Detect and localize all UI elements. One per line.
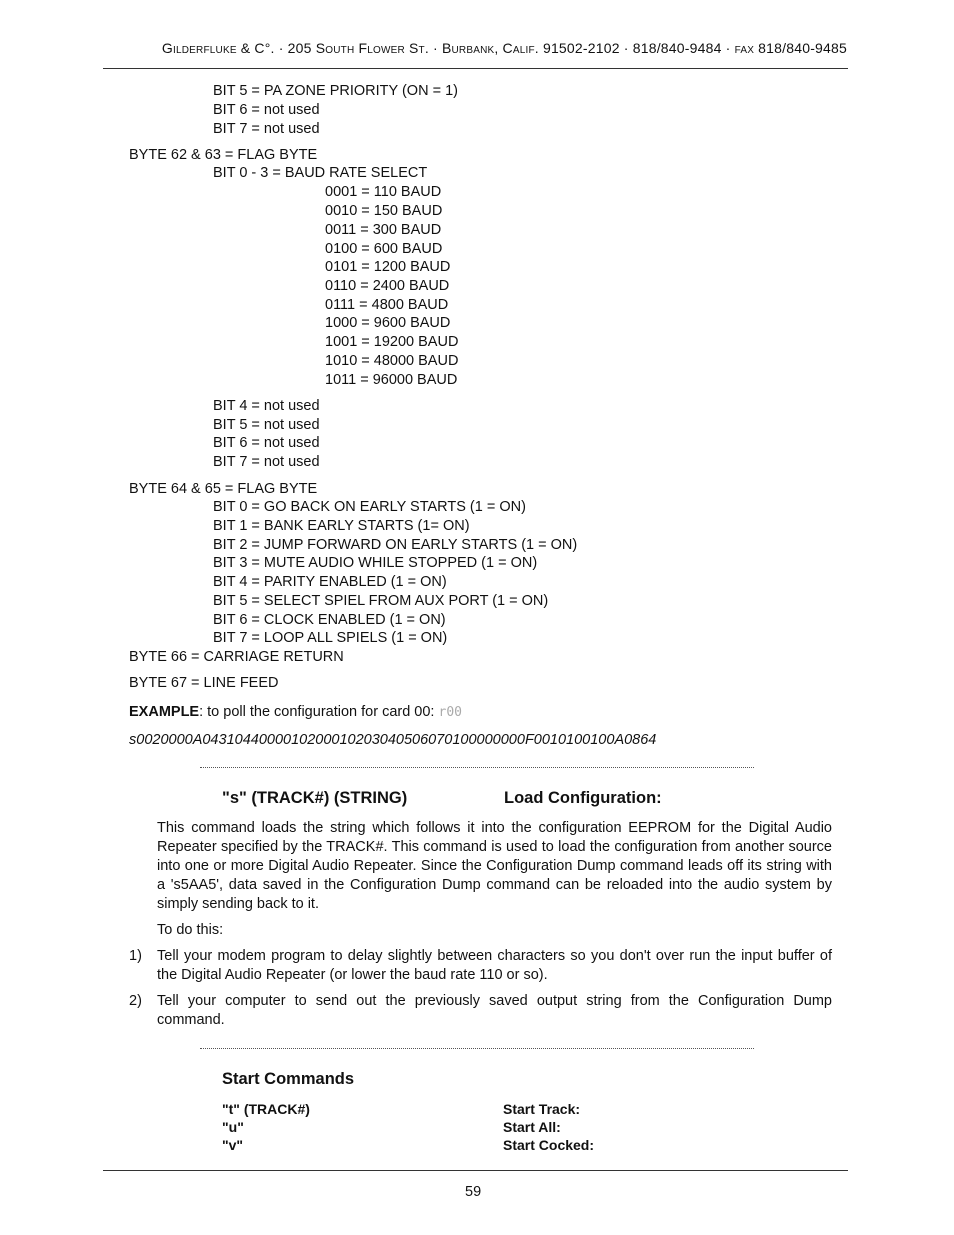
footer-rule — [103, 1170, 848, 1171]
bit-line: BIT 7 = LOOP ALL SPIELS (1 = ON) — [213, 630, 448, 646]
description-paragraph: This command loads the string which follows it into the configuration EEPROM for the Digital Audio Repeater specified by the TRACK#. This command is used to load the configuration from another source into one or more Digital Audio Repeater. Since the Configuration Dump command leads off its string with a 's5AA5', data saved in the Configuration Dump command can be reloaded into the audio system by simply sending back to it. — [157, 820, 832, 912]
command-syntax: "t" (TRACK#) — [222, 1101, 310, 1117]
command-title: Start Cocked: — [503, 1137, 595, 1153]
bit-line: BIT 6 = not used — [213, 102, 320, 118]
command-syntax: "v" — [222, 1137, 244, 1153]
example-label: EXAMPLE — [129, 704, 200, 720]
example-text: : to poll the configuration for card 00: — [199, 704, 439, 720]
baud-line: 0010 = 150 BAUD — [325, 203, 443, 219]
todo-label: To do this: — [157, 922, 224, 938]
step-text: Tell your computer to send out the previously saved output string from the Configuration Dump command. — [157, 993, 832, 1028]
baud-line: 1011 = 96000 BAUD — [325, 372, 458, 388]
byte-title: BYTE 64 & 65 = FLAG BYTE — [129, 481, 318, 497]
bit-line: BIT 7 = not used — [213, 454, 320, 470]
header-address: · 205 South Flower St. · Burbank, Calif. 91502-2102 · 818/840-9484 · fax 818/840-9485 — [278, 40, 847, 56]
command-title: Load Configuration: — [504, 789, 662, 807]
example-code: r00 — [438, 705, 462, 720]
bit-line: BIT 5 = SELECT SPIEL FROM AUX PORT (1 = ON) — [213, 593, 549, 609]
baud-line: 0100 = 600 BAUD — [325, 241, 443, 257]
command-title: Start All: — [503, 1119, 561, 1135]
baud-line: 0111 = 4800 BAUD — [325, 297, 449, 313]
dotted-divider — [200, 767, 754, 768]
bit-line: BIT 0 = GO BACK ON EARLY STARTS (1 = ON) — [213, 499, 526, 515]
baud-line: 1010 = 48000 BAUD — [325, 353, 459, 369]
bit-line: BIT 0 - 3 = BAUD RATE SELECT — [213, 165, 428, 181]
step-number: 1) — [129, 948, 142, 964]
page-number: 59 — [465, 1184, 482, 1200]
dotted-divider — [200, 1048, 754, 1049]
page-header — [162, 40, 847, 56]
command-syntax: "u" — [222, 1119, 244, 1135]
example-response: s0020000A0431044000010200010203040506070100000000F0010100100A0864 — [129, 732, 657, 748]
bit-line: BIT 2 = JUMP FORWARD ON EARLY STARTS (1 = ON) — [213, 537, 578, 553]
bit-line: BIT 5 = PA ZONE PRIORITY (ON = 1) — [213, 83, 458, 99]
baud-line: 1001 = 19200 BAUD — [325, 334, 459, 350]
bit-line: BIT 4 = not used — [213, 398, 320, 414]
baud-line: 0110 = 2400 BAUD — [325, 278, 450, 294]
command-title: Start Track: — [503, 1101, 581, 1117]
header-rule — [103, 68, 848, 69]
bit-line: BIT 7 = not used — [213, 121, 320, 137]
baud-line: 1000 = 9600 BAUD — [325, 315, 451, 331]
bit-line: BIT 1 = BANK EARLY STARTS (1= ON) — [213, 518, 470, 534]
section-heading: Start Commands — [222, 1070, 355, 1088]
header-company: Gilderfluke & C°. — [161, 40, 275, 56]
command-syntax: "s" (TRACK#) (STRING) — [222, 789, 408, 807]
baud-line: 0001 = 110 BAUD — [325, 184, 442, 200]
byte-title: BYTE 67 = LINE FEED — [129, 675, 279, 691]
baud-line: 0011 = 300 BAUD — [325, 222, 442, 238]
byte-title: BYTE 66 = CARRIAGE RETURN — [129, 649, 344, 665]
bit-line: BIT 6 = not used — [213, 435, 320, 451]
step-text: Tell your modem program to delay slightly between characters so you don't over run the input buffer of the Digital Audio Repeater (or lower the baud rate 110 or so). — [157, 948, 832, 983]
example-line — [129, 703, 462, 722]
bit-line: BIT 5 = not used — [213, 417, 320, 433]
bit-line: BIT 6 = CLOCK ENABLED (1 = ON) — [213, 612, 446, 628]
bit-line: BIT 3 = MUTE AUDIO WHILE STOPPED (1 = ON) — [213, 555, 538, 571]
bit-line: BIT 4 = PARITY ENABLED (1 = ON) — [213, 574, 447, 590]
byte-title: BYTE 62 & 63 = FLAG BYTE — [129, 147, 318, 163]
step-number: 2) — [129, 993, 142, 1009]
baud-line: 0101 = 1200 BAUD — [325, 259, 451, 275]
